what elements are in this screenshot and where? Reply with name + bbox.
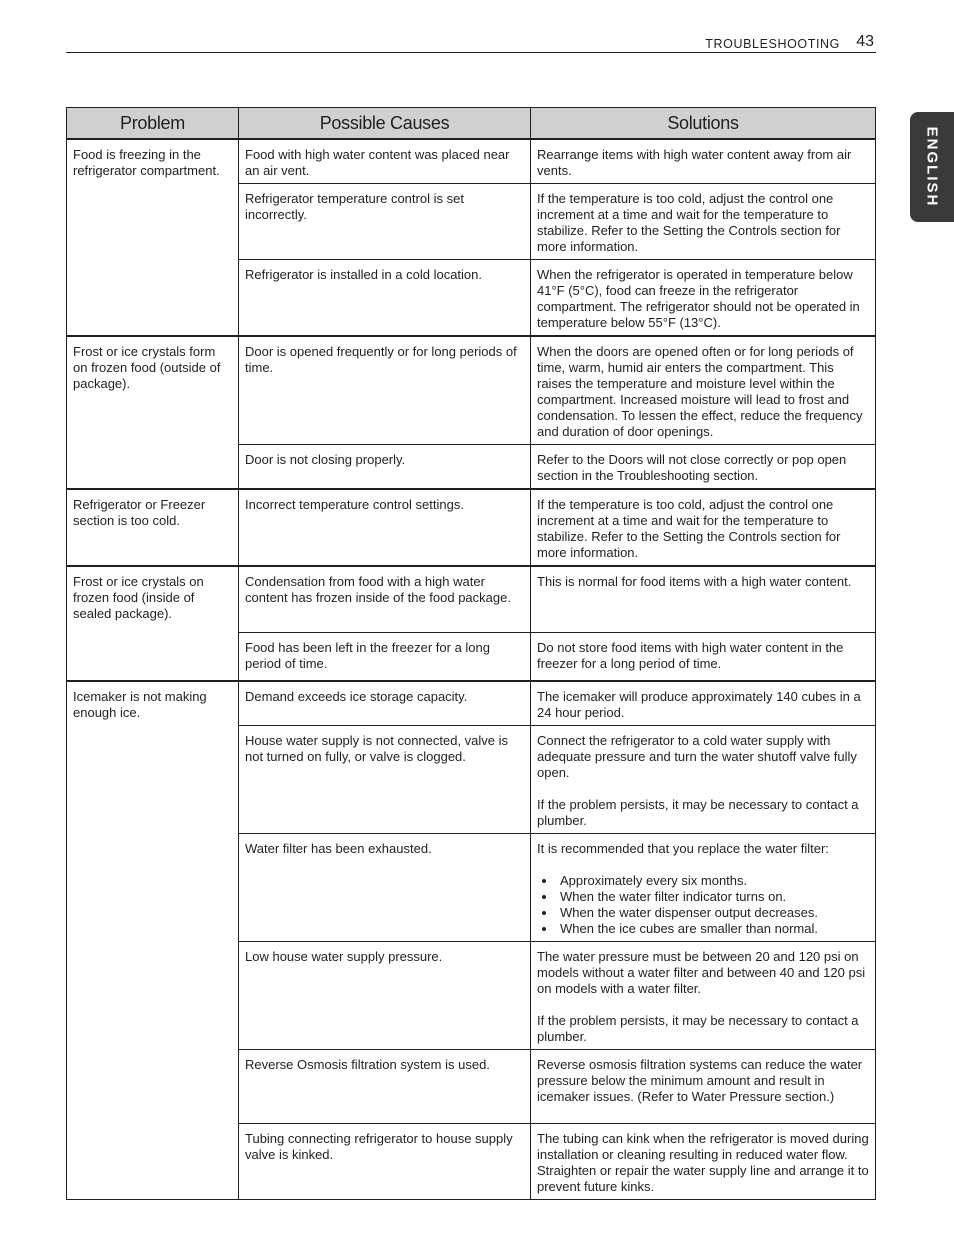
cause-cell: Door is opened frequently or for long periods of time.	[239, 336, 531, 445]
solution-paragraph: Connect the refrigerator to a cold water supply with adequate pressure and turn the water shutoff valve fully open.	[537, 733, 857, 780]
header-rule	[66, 52, 876, 53]
solution-paragraph: Do not store food items with high water content in the freezer for a long period of time.	[537, 639, 844, 671]
solution-cell	[531, 260, 876, 337]
solution-paragraph: Rearrange items with high water content away from air vents.	[537, 147, 852, 178]
solution-paragraph: The tubing can kink when the refrigerator is moved during installation or cleaning resulting in reduced water flow. Straighten or repair the water supply line and arrange it to prevent future kinks.	[537, 1131, 869, 1194]
table-header-row	[67, 108, 876, 140]
solution-paragraph: This is normal for food items with a high water content.	[537, 574, 852, 589]
solution-paragraph: When the doors are opened often or for long periods of time, warm, humid air enters the compartment. This raises the temperature and moisture level within the compartment. Increased moisture will lead to frost and condensation. To lessen the effect, reduce the frequency and duration of door openings.	[537, 344, 863, 439]
solution-paragraph: The icemaker will produce approximately 140 cubes in a 24 hour period.	[537, 689, 861, 720]
solution-bullet-item: • When the water filter indicator turns on.	[557, 889, 869, 905]
solution-cell	[531, 336, 876, 445]
cause-cell: Door is not closing properly.	[239, 445, 531, 490]
solution-bullet-item: • When the ice cubes are smaller than normal.	[557, 921, 869, 937]
language-tab	[910, 112, 954, 222]
header-section-title: TROUBLESHOOTING	[705, 37, 840, 51]
cause-cell: Condensation from food with a high water content has frozen inside of the food package.	[239, 566, 531, 632]
language-tab-label: ENGLISH	[923, 126, 941, 208]
solution-paragraph: It is recommended that you replace the water filter:	[537, 841, 829, 856]
table-row	[67, 139, 876, 184]
solution-cell	[531, 445, 876, 490]
solution-paragraph: When the refrigerator is operated in temperature below 41°F (5°C), food can freeze in the refrigerator compartment. The refrigerator should not be operated in temperature below 55°F (13°C).	[537, 267, 860, 330]
solution-cell	[531, 566, 876, 632]
solution-cell	[531, 1050, 876, 1124]
solution-cell	[531, 1124, 876, 1200]
cause-cell: Food with high water content was placed near an air vent.	[239, 139, 531, 184]
problem-cell: Food is freezing in the refrigerator compartment.	[67, 139, 239, 336]
solution-cell	[531, 139, 876, 184]
solution-cell	[531, 726, 876, 834]
cause-cell: Reverse Osmosis filtration system is used.	[239, 1050, 531, 1124]
solution-paragraph: If the problem persists, it may be necessary to contact a plumber.	[537, 797, 859, 828]
solution-paragraph: The water pressure must be between 20 and 120 psi on models without a water filter and between 40 and 120 psi on models with a water filter.	[537, 949, 866, 996]
solution-bullet-item: • When the water dispenser output decreases.	[557, 905, 869, 921]
column-header-solutions: Solutions	[531, 108, 876, 140]
solution-cell	[531, 942, 876, 1050]
solution-paragraph: If the temperature is too cold, adjust the control one increment at a time and wait for the temperature to stabilize. Refer to the Setting the Controls section for more information.	[537, 191, 841, 254]
page-number: 43	[856, 33, 874, 50]
paragraph-spacer	[537, 997, 869, 1013]
cause-cell: Refrigerator is installed in a cold location.	[239, 260, 531, 337]
cause-cell: Tubing connecting refrigerator to house supply valve is kinked.	[239, 1124, 531, 1200]
problem-cell: Icemaker is not making enough ice.	[67, 681, 239, 1200]
problem-cell: Refrigerator or Freezer section is too cold.	[67, 489, 239, 566]
solution-cell	[531, 834, 876, 942]
cause-cell: Low house water supply pressure.	[239, 942, 531, 1050]
cause-cell: Demand exceeds ice storage capacity.	[239, 681, 531, 726]
problem-cell: Frost or ice crystals form on frozen food (outside of package).	[67, 336, 239, 489]
solution-paragraph: If the problem persists, it may be necessary to contact a plumber.	[537, 1013, 859, 1044]
solution-cell	[531, 681, 876, 726]
solution-paragraph: If the temperature is too cold, adjust the control one increment at a time and wait for the temperature to stabilize. Refer to the Setting the Controls section for more information.	[537, 497, 841, 560]
cause-cell: House water supply is not connected, valve is not turned on fully, or valve is clogged.	[239, 726, 531, 834]
cause-cell: Incorrect temperature control settings.	[239, 489, 531, 566]
solution-bullet-list	[537, 873, 869, 937]
solution-paragraph: Reverse osmosis filtration systems can reduce the water pressure below the minimum amount and result in icemaker issues. (Refer to Water Pressure section.)	[537, 1057, 863, 1104]
troubleshooting-table	[66, 107, 876, 1200]
problem-cell: Frost or ice crystals on frozen food (inside of sealed package).	[67, 566, 239, 681]
solution-cell	[531, 184, 876, 260]
table-row	[67, 489, 876, 566]
solution-cell	[531, 489, 876, 566]
table-row	[67, 681, 876, 726]
solution-paragraph: Refer to the Doors will not close correctly or pop open section in the Troubleshooting section.	[537, 452, 847, 483]
table-row	[67, 336, 876, 445]
column-header-problem: Problem	[67, 108, 239, 140]
column-header-causes: Possible Causes	[239, 108, 531, 140]
table-row	[67, 566, 876, 632]
cause-cell: Refrigerator temperature control is set incorrectly.	[239, 184, 531, 260]
solution-cell	[531, 632, 876, 681]
paragraph-spacer	[537, 781, 869, 797]
cause-cell: Food has been left in the freezer for a long period of time.	[239, 632, 531, 681]
paragraph-spacer	[537, 857, 869, 873]
cause-cell: Water filter has been exhausted.	[239, 834, 531, 942]
solution-bullet-item: • Approximately every six months.	[557, 873, 869, 889]
